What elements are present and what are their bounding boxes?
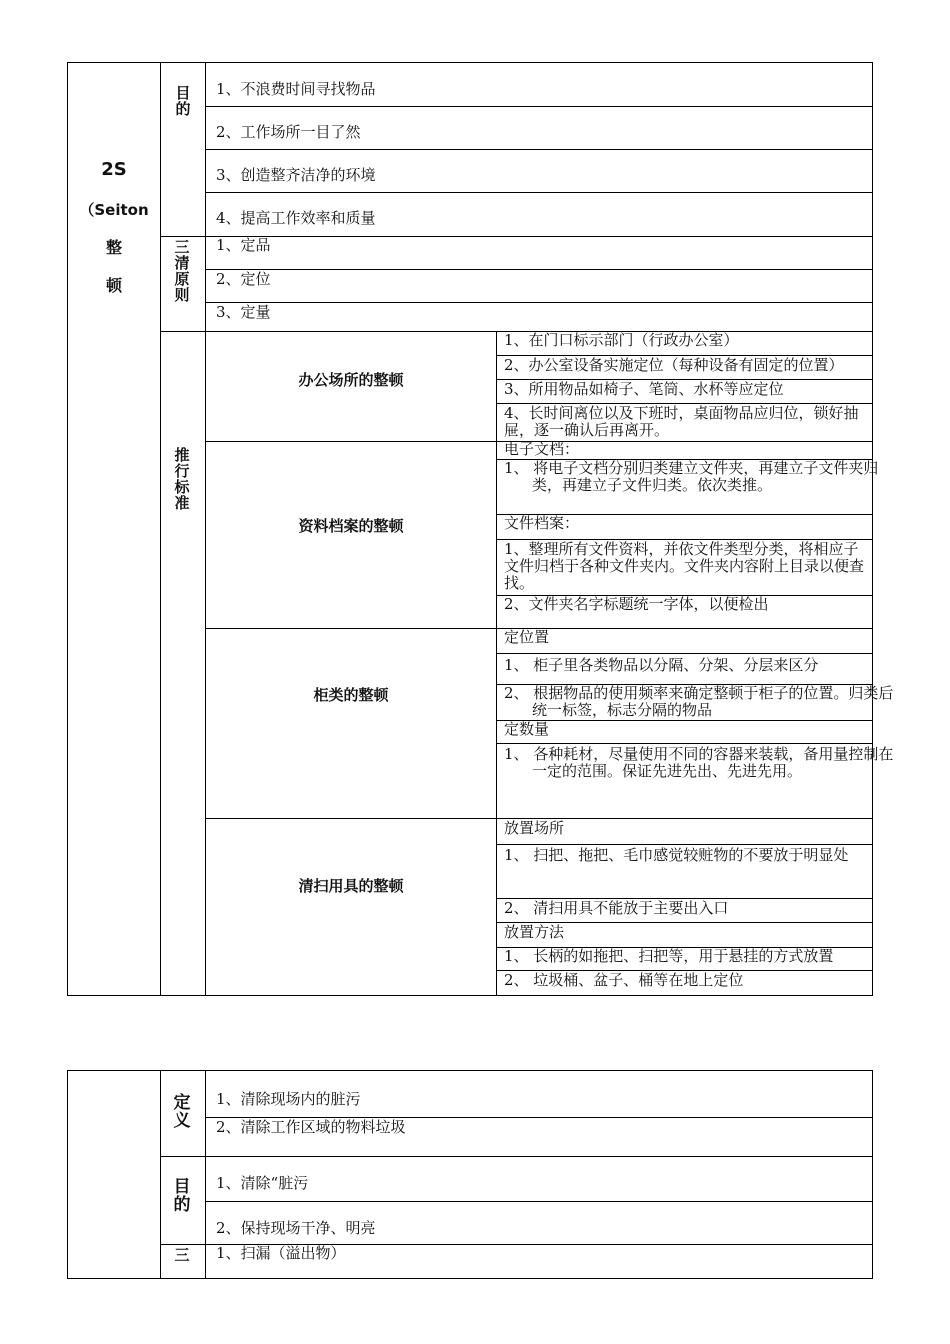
files-title: 资料档案的整顿 bbox=[298, 517, 404, 535]
purpose-item: 2、工作场所一目了然 bbox=[216, 123, 361, 141]
files-item: 2、文件夹名字标题统一字体，以便检出 bbox=[504, 595, 769, 613]
purpose-heading: 目的 bbox=[175, 84, 191, 118]
purpose2-item: 2、保持现场干净、明亮 bbox=[216, 1219, 376, 1237]
files-item: 1、整理所有文件资料，并依文件类型分类，将相应子文件归档于各种文件夹内。文件夹内容附上目录以便查找。 bbox=[504, 540, 865, 592]
principle-item: 3、定量 bbox=[216, 303, 271, 321]
definition-heading: 定义 bbox=[173, 1093, 191, 1131]
cleaning-item: 放置场所 bbox=[504, 819, 565, 837]
cabinet-item: 定数量 bbox=[504, 720, 550, 738]
cabinet-item: 1、 各种耗材，尽量使用不同的容器来装载，备用量控制在一定的范围。保证先进先出、先进先用。 bbox=[504, 745, 894, 780]
principle-heading: 三清原则 bbox=[174, 238, 190, 304]
section-code: 2S bbox=[101, 159, 127, 180]
third-heading: 三 bbox=[174, 1246, 190, 1264]
office-item: 2、办公室设备实施定位（每种设备有固定的位置） bbox=[504, 356, 844, 374]
cleaning-title: 清扫用具的整顿 bbox=[298, 877, 404, 895]
cabinet-item: 2、 根据物品的使用频率来确定整顿于柜子的位置。归类后统一标签，标志分隔的物品 bbox=[504, 684, 894, 719]
cleaning-item: 1、 扫把、拖把、毛巾感觉较赃物的不要放于明显处 bbox=[504, 846, 849, 864]
seiso-table bbox=[67, 1070, 873, 1279]
office-title: 办公场所的整顿 bbox=[298, 371, 404, 389]
files-item: 文件档案： bbox=[504, 514, 580, 532]
cabinet-title: 柜类的整顿 bbox=[313, 686, 389, 704]
purpose-item: 4、提高工作效率和质量 bbox=[216, 209, 376, 227]
purpose-item: 3、创造整齐洁净的环境 bbox=[216, 166, 376, 184]
seiton-table bbox=[67, 62, 894, 996]
purpose2-item: 1、清除“脏污 bbox=[216, 1174, 309, 1192]
purpose-item: 1、不浪费时间寻找物品 bbox=[216, 80, 376, 98]
office-item: 3、所用物品如椅子、笔筒、水杯等应定位 bbox=[504, 380, 784, 398]
office-item: 1、在门口标示部门（行政办公室） bbox=[504, 331, 739, 349]
principle-item: 1、定品 bbox=[216, 236, 271, 254]
cleaning-item: 2、 清扫用具不能放于主要出入口 bbox=[504, 899, 729, 917]
definition-item: 1、清除现场内的脏污 bbox=[216, 1090, 361, 1108]
cleaning-item: 放置方法 bbox=[504, 923, 565, 941]
standard-heading: 推行标准 bbox=[174, 446, 190, 512]
cabinet-item: 定位置 bbox=[504, 628, 550, 646]
cleaning-item: 2、 垃圾桶、盆子、桶等在地上定位 bbox=[504, 971, 744, 989]
principle-item: 2、定位 bbox=[216, 270, 271, 288]
cleaning-item: 1、 长柄的如拖把、扫把等，用于悬挂的方式放置 bbox=[504, 947, 834, 965]
files-item: 1、 将电子文档分别归类建立文件夹，再建立子文件夹归类，再建立子文件归类。依次类推。 bbox=[504, 459, 879, 494]
third-item: 1、扫漏（溢出物） bbox=[216, 1244, 346, 1262]
section-char-1: 整 bbox=[105, 238, 122, 257]
section-char-2: 顿 bbox=[105, 276, 122, 295]
purpose2-heading: 目的 bbox=[173, 1177, 191, 1215]
section-roman: （Seiton bbox=[79, 201, 149, 219]
office-item: 4、长时间离位以及下班时，桌面物品应归位，锁好抽屉，逐一确认后再离开。 bbox=[504, 404, 859, 439]
files-item: 电子文档： bbox=[504, 440, 580, 458]
definition-item: 2、清除工作区域的物料垃圾 bbox=[216, 1118, 406, 1136]
cabinet-item: 1、 柜子里各类物品以分隔、分架、分层来区分 bbox=[504, 656, 819, 674]
